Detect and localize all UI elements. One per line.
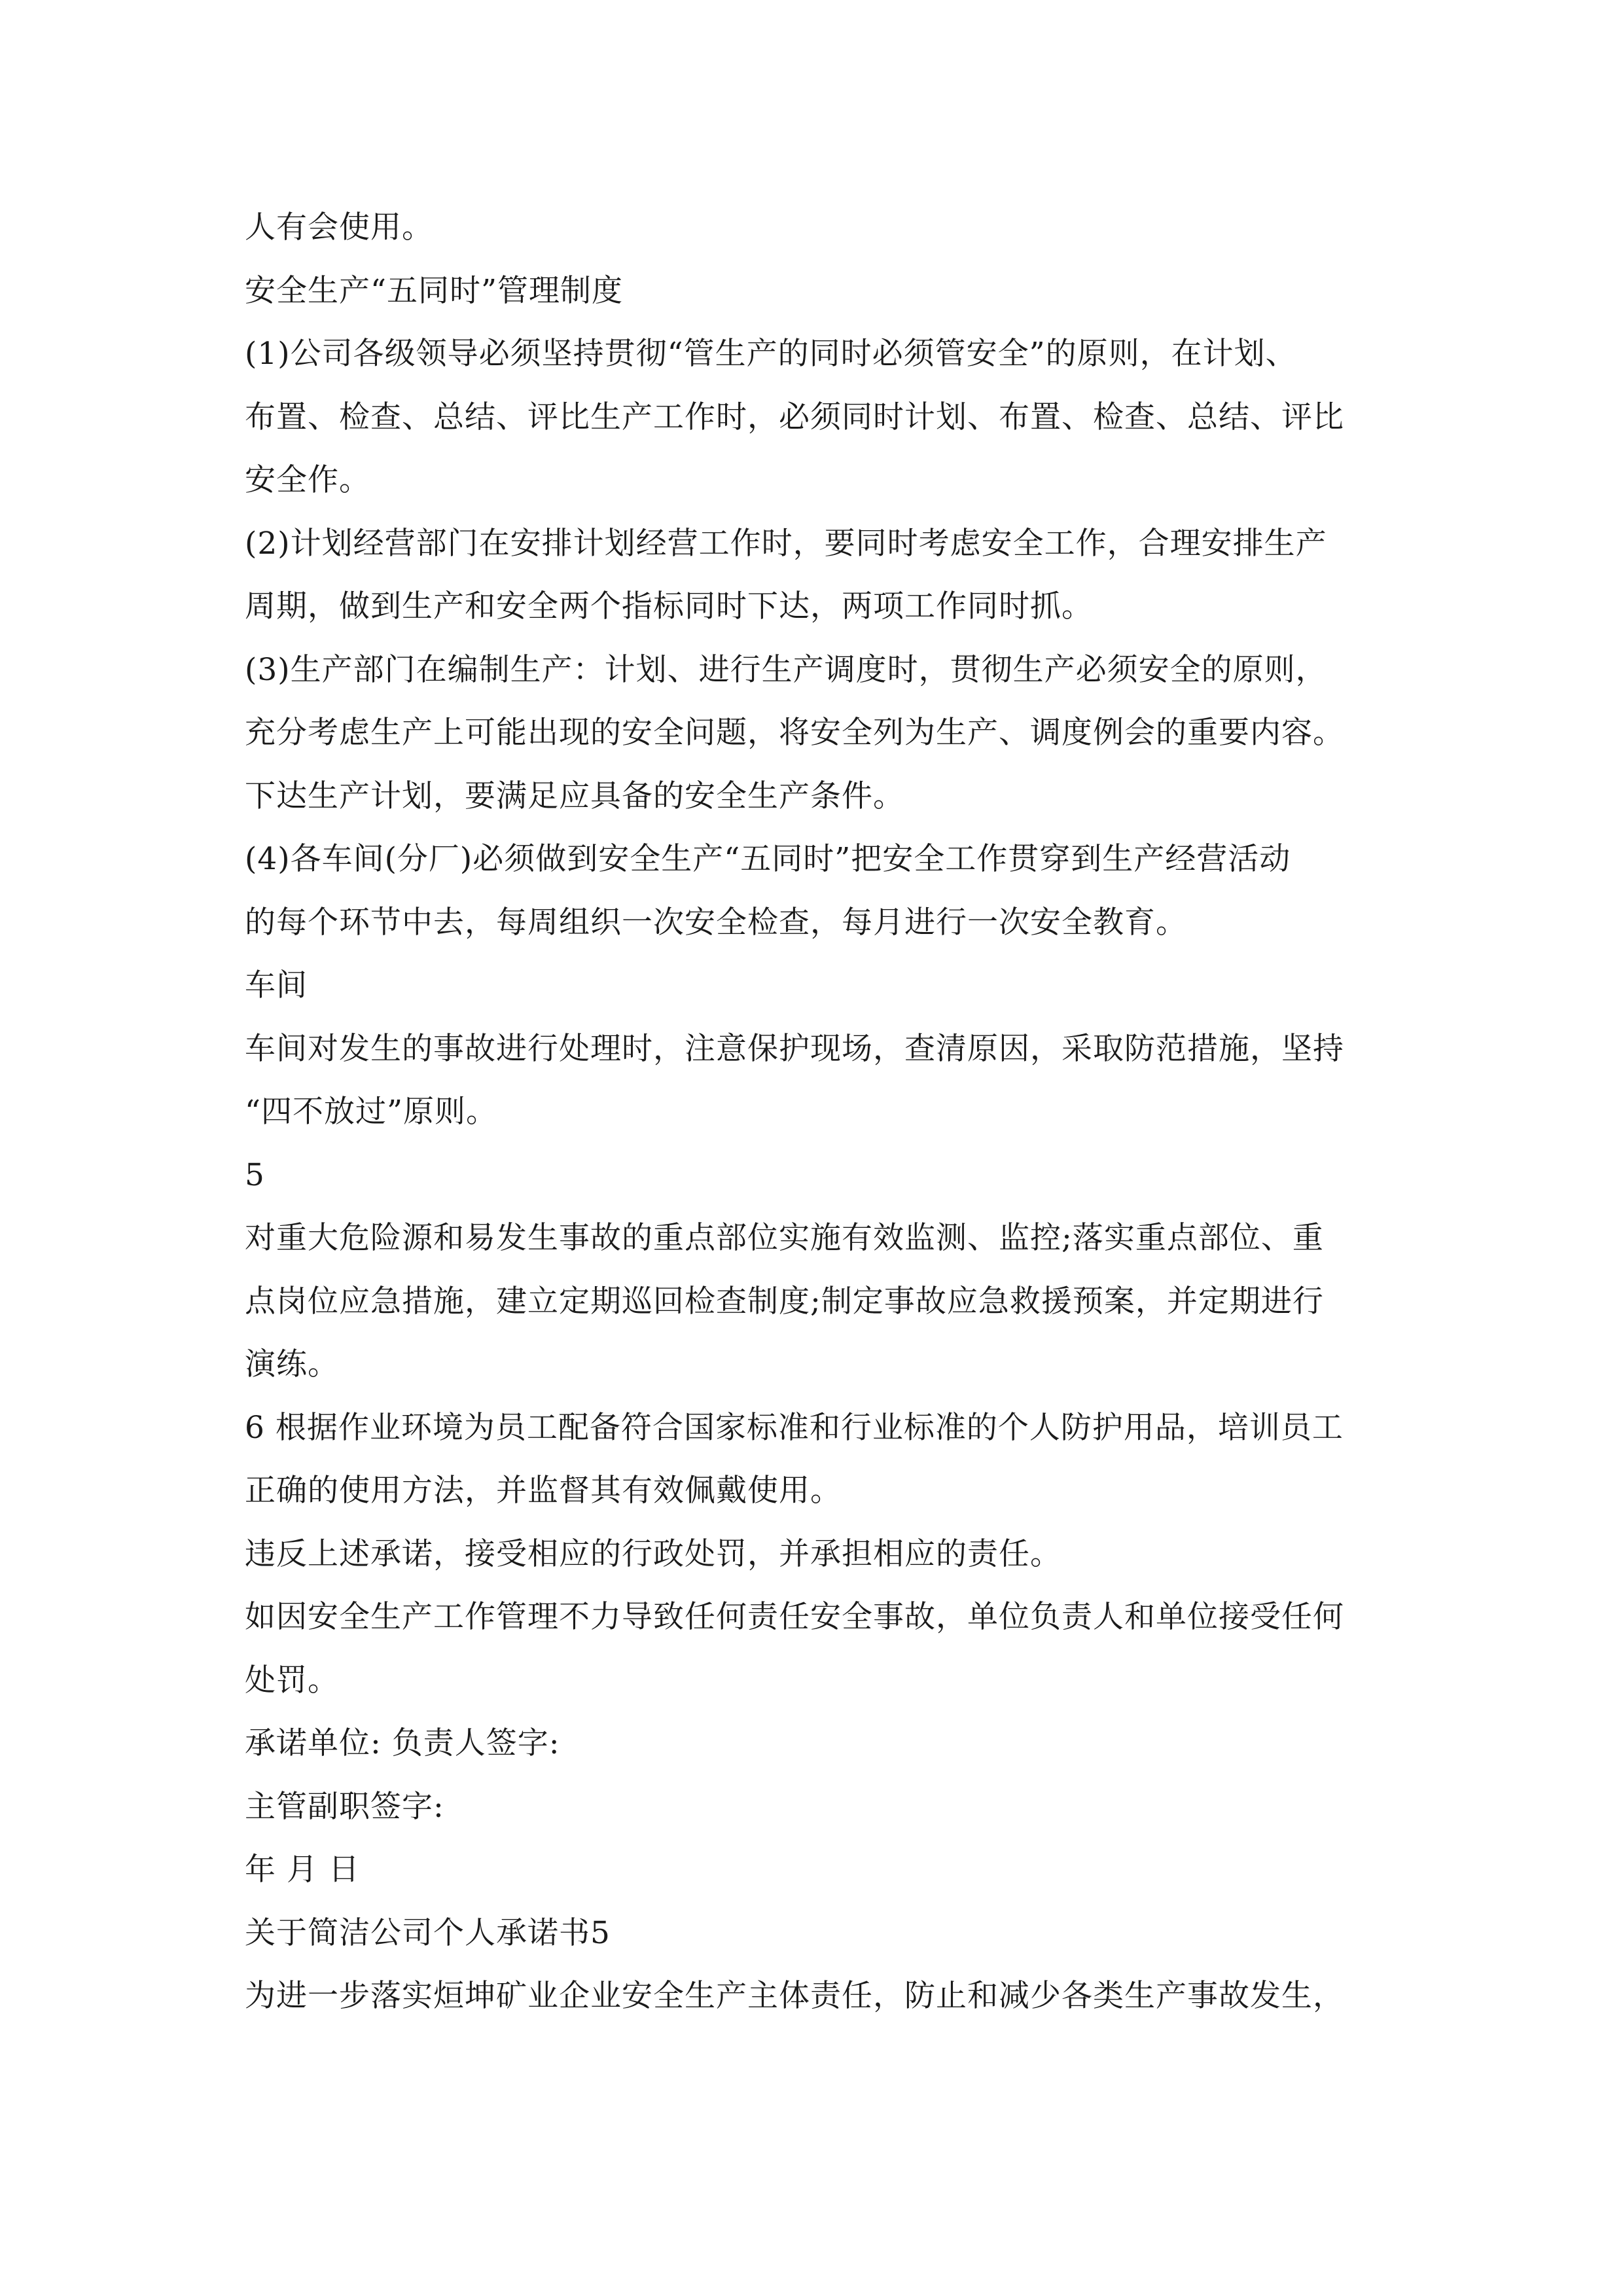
text-line: 演练。 [245, 1346, 339, 1382]
text-line: (3)生产部门在编制生产：计划、进行生产调度时，贯彻生产必须安全的原则， [245, 651, 1327, 688]
signature-line: 主管副职签字: [245, 1788, 444, 1825]
text-line: 充分考虑生产上可能出现的安全问题，将安全列为生产、调度例会的重要内容。 [245, 715, 1344, 751]
text-line: 6 根据作业环境为员工配备符合国家标准和行业标准的个人防护用品，培训员工 [245, 1409, 1344, 1446]
date-line: 年 月 日 [245, 1852, 360, 1888]
text-line: 如因安全生产工作管理不力导致任何责任安全事故，单位负责人和单位接受任何 [245, 1599, 1344, 1635]
text-line: 人有会使用。 [245, 209, 433, 245]
section-number: 5 [245, 1157, 265, 1193]
text-line: 周期，做到生产和安全两个指标同时下达，两项工作同时抓。 [245, 588, 1093, 624]
signature-line: 承诺单位: 负责人签字: [245, 1725, 560, 1761]
text-line: 布置、检查、总结、评比生产工作时，必须同时计划、布置、检查、总结、评比 [245, 399, 1344, 435]
text-line: 处罚。 [245, 1662, 339, 1698]
text-line: 安全作。 [245, 462, 370, 498]
text-line: 为进一步落实烜坤矿业企业安全生产主体责任，防止和减少各类生产事故发生， [245, 1978, 1344, 2014]
text-line: (4)各车间(分厂)必须做到安全生产“五同时”把安全工作贯穿到生产经营活动 [245, 841, 1291, 877]
text-line: 车间对发生的事故进行处理时，注意保护现场，查清原因，采取防范措施，坚持 [245, 1030, 1344, 1067]
text-line: 对重大危险源和易发生事故的重点部位实施有效监测、监控;落实重点部位、重 [245, 1220, 1324, 1256]
text-line: 正确的使用方法，并监督其有效佩戴使用。 [245, 1473, 842, 1509]
text-line: 下达生产计划，要满足应具备的安全生产条件。 [245, 778, 904, 814]
document-title: 关于简洁公司个人承诺书5 [245, 1914, 611, 1951]
text-line: (2)计划经营部门在安排计划经营工作时，要同时考虑安全工作，合理安排生产 [245, 525, 1327, 562]
section-heading: 车间 [245, 967, 308, 1003]
text-line: 点岗位应急措施，建立定期巡回检查制度;制定事故应急救援预案，并定期进行 [245, 1283, 1324, 1319]
document-body [245, 196, 1397, 2028]
text-line: “四不放过”原则。 [245, 1094, 498, 1130]
text-line: 违反上述承诺，接受相应的行政处罚，并承担相应的责任。 [245, 1535, 1061, 1572]
text-line: (1)公司各级领导必须坚持贯彻“管生产的同时必须管安全”的原则，在计划、 [245, 336, 1297, 372]
text-line: 的每个环节中去，每周组织一次安全检查，每月进行一次安全教育。 [245, 904, 1187, 941]
section-heading: 安全生产“五同时”管理制度 [245, 272, 624, 309]
